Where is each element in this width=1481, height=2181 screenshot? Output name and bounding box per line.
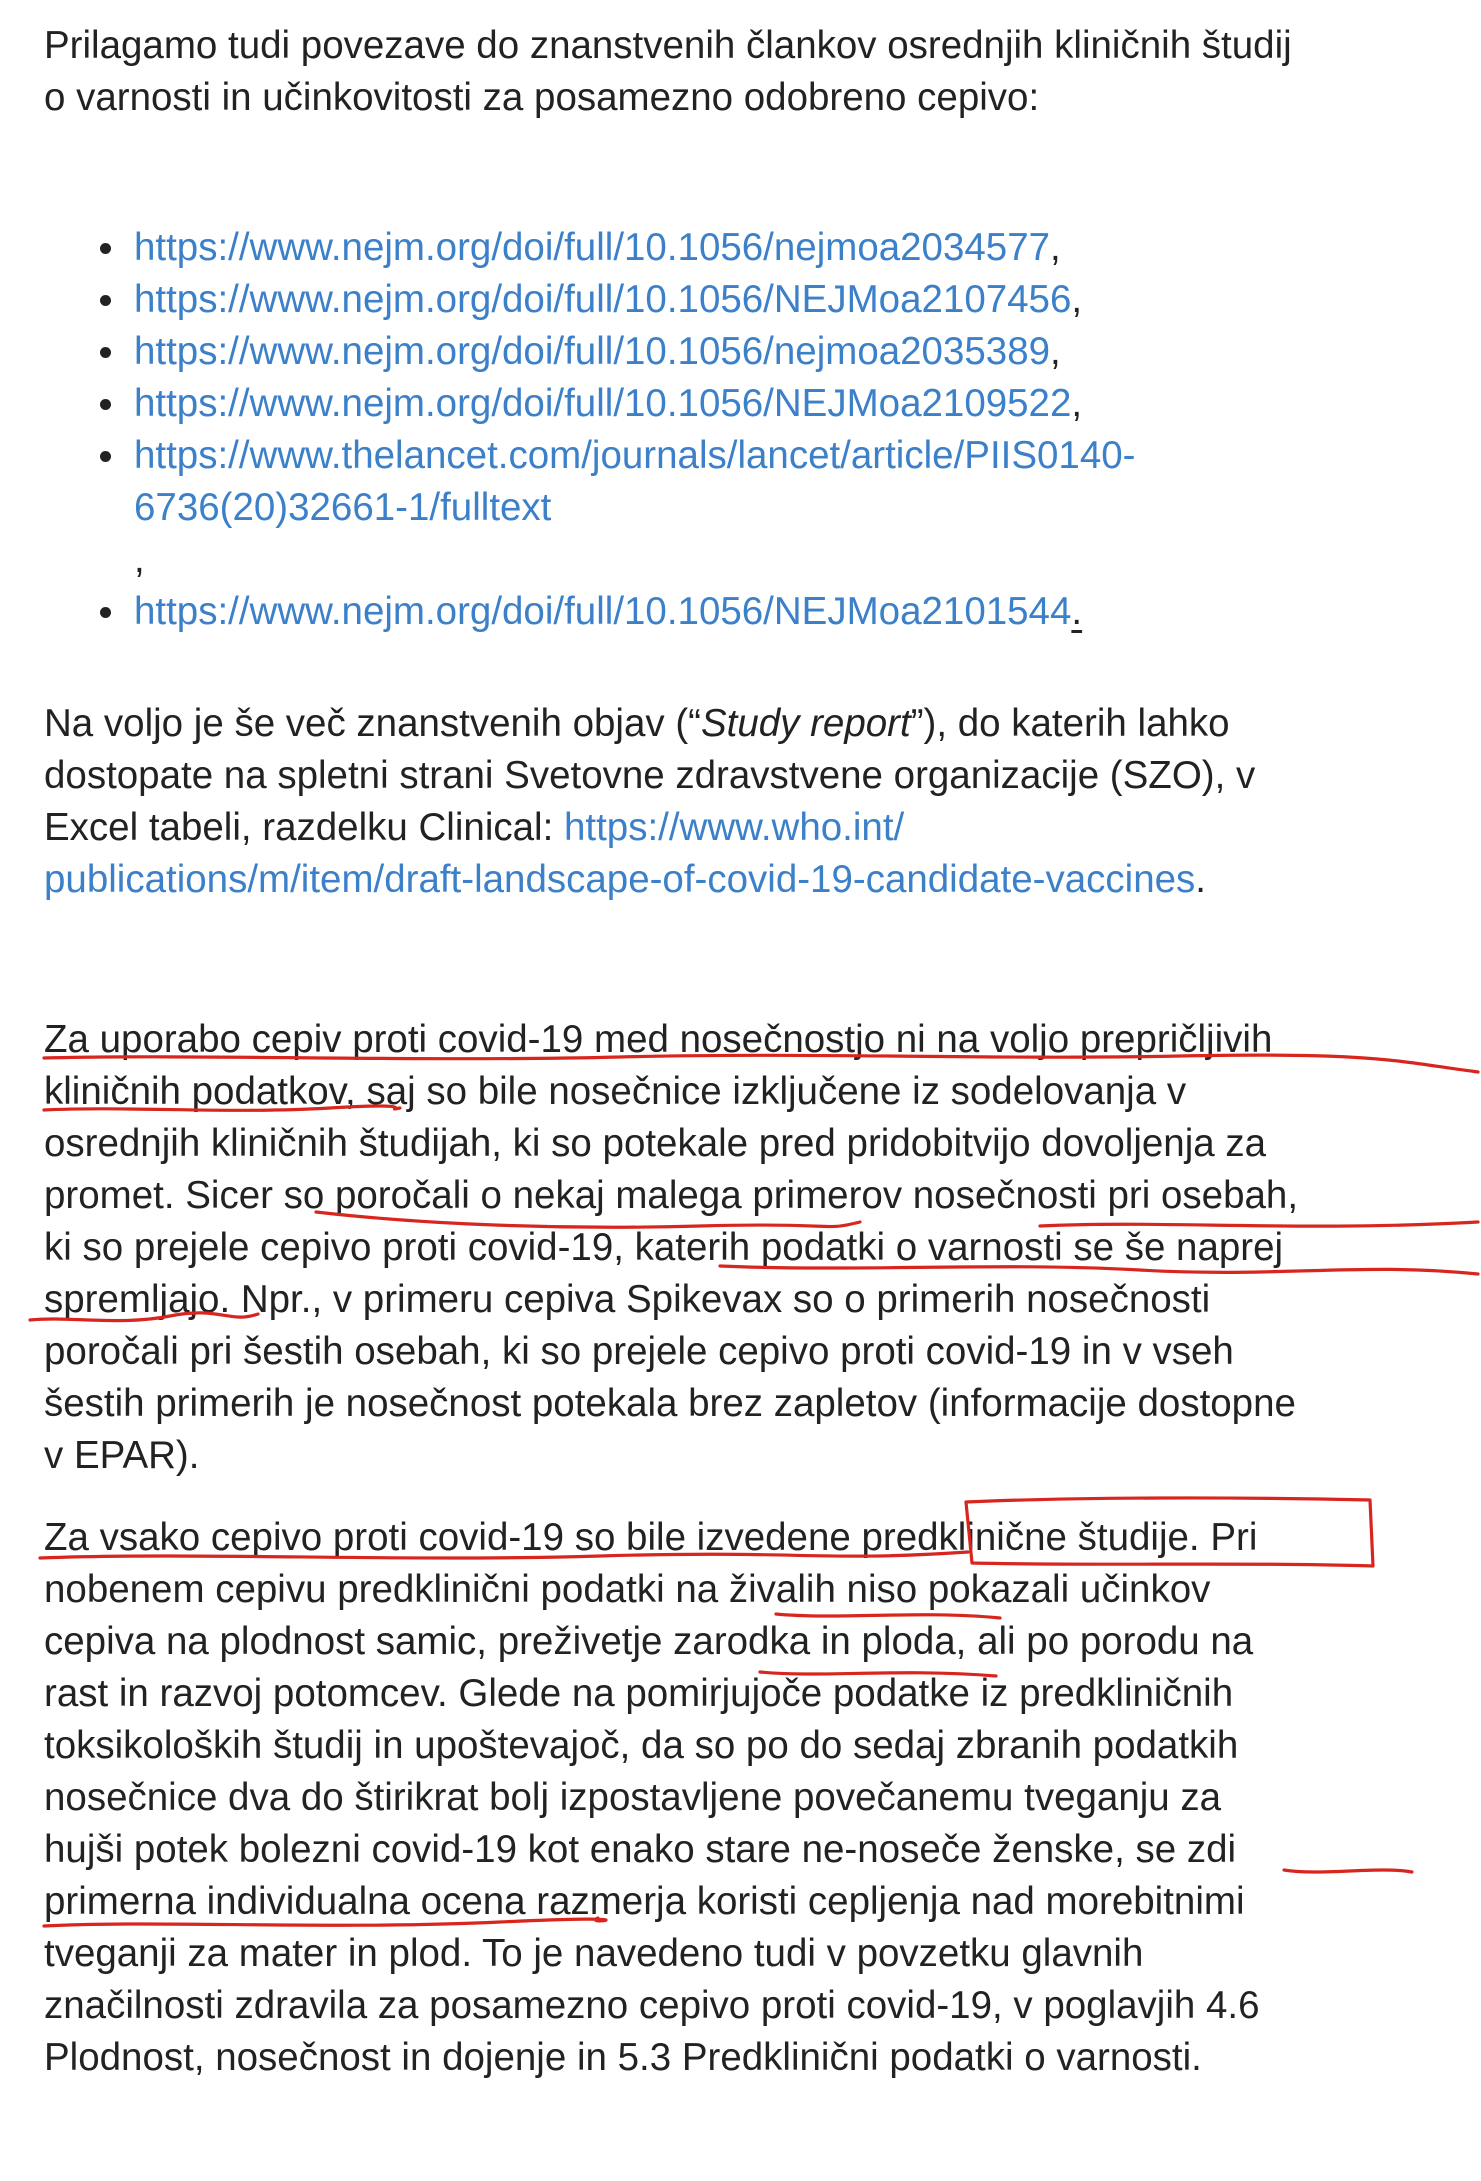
preclinical-line: nobenem cepivu predklinični podatki na živalih niso pokazali učinkov: [44, 1568, 1211, 1611]
intro-line: Prilagamo tudi povezave do znanstvenih člankov osrednjih kliničnih študij: [44, 24, 1292, 67]
list-item: [100, 586, 1136, 638]
intro-line: o varnosti in učinkovitosti za posamezno odobreno cepivo:: [44, 76, 1040, 119]
preclinical-line: toksikoloških študij in upoštevajoč, da so po do sedaj zbranih podatkih: [44, 1724, 1239, 1767]
who-text: ”), do katerih lahko: [910, 702, 1230, 745]
reference-link[interactable]: [134, 434, 1136, 534]
pregnancy-paragraph: [44, 1014, 1481, 1482]
reference-link-part: 6736(20)32661-1/fulltext: [134, 486, 552, 529]
pregnancy-line: ki so prejele cepivo proti covid-19, katerih podatki o varnosti se še naprej: [44, 1226, 1284, 1269]
intro-paragraph: [44, 20, 1481, 124]
preclinical-paragraph: [44, 1512, 1481, 2084]
who-line: dostopate na spletni strani Svetovne zdravstvene organizacije (SZO), v: [44, 754, 1256, 797]
reference-link-part: https://www.thelancet.com/journals/lancet/article/PIIS0140-: [134, 434, 1136, 477]
bullet-icon: [100, 295, 111, 306]
preclinical-line: Za vsako cepivo proti covid-19 so bile izvedene predklinične študije. Pri: [44, 1516, 1258, 1559]
list-item: [100, 430, 1136, 586]
who-line: [44, 698, 1481, 750]
preclinical-line: cepiva na plodnost samic, preživetje zarodka in ploda, ali po porodu na: [44, 1620, 1254, 1663]
pregnancy-line: promet. Sicer so poročali o nekaj malega primerov nosečnosti pri osebah,: [44, 1174, 1299, 1217]
preclinical-line: hujši potek bolezni covid-19 kot enako stare ne-noseče ženske, se zdi: [44, 1828, 1237, 1871]
pregnancy-line: poročali pri šestih osebah, ki so prejele cepivo proti covid-19 in v vseh: [44, 1330, 1234, 1373]
preclinical-line: rast in razvoj potomcev. Glede na pomirjujoče podatke iz predkliničnih: [44, 1672, 1234, 1715]
reference-link[interactable]: https://www.nejm.org/doi/full/10.1056/nejmoa2035389: [134, 330, 1051, 373]
who-paragraph: [44, 698, 1481, 906]
list-item: [100, 326, 1136, 378]
who-line: [44, 802, 1481, 854]
reference-link[interactable]: https://www.nejm.org/doi/full/10.1056/nejmoa2034577: [134, 226, 1051, 269]
list-item: [100, 378, 1136, 430]
list-punctuation: ,: [1050, 330, 1061, 373]
pregnancy-line: v EPAR).: [44, 1434, 200, 1477]
list-punctuation: .: [1071, 590, 1083, 633]
bullet-icon: [100, 607, 111, 618]
reference-link[interactable]: https://www.nejm.org/doi/full/10.1056/NEJMoa2109522: [134, 382, 1072, 425]
preclinical-line: Plodnost, nosečnost in dojenje in 5.3 Predklinični podatki o varnosti.: [44, 2036, 1202, 2079]
list-item: [100, 222, 1136, 274]
study-report-term: Study report: [700, 702, 911, 745]
preclinical-line: tveganji za mater in plod. To je navedeno tudi v povzetku glavnih: [44, 1932, 1144, 1975]
reference-list: [100, 222, 1136, 638]
bullet-icon: [100, 399, 111, 410]
who-text: Na voljo je še več znanstvenih objav (“: [44, 702, 701, 745]
pregnancy-line: spremljajo. Npr., v primeru cepiva Spikevax so o primerih nosečnosti: [44, 1278, 1211, 1321]
bullet-icon: [100, 347, 111, 358]
reference-link[interactable]: https://www.nejm.org/doi/full/10.1056/NEJMoa2107456: [134, 278, 1072, 321]
preclinical-line: primerna individualna ocena razmerja koristi cepljenja nad morebitnimi: [44, 1880, 1245, 1923]
bullet-icon: [100, 243, 111, 254]
list-item: [100, 274, 1136, 326]
preclinical-line: nosečnice dva do štirikrat bolj izpostavljene povečanemu tveganju za: [44, 1776, 1222, 1819]
pregnancy-line: kliničnih podatkov, saj so bile nosečnice izključene iz sodelovanja v: [44, 1070, 1187, 1113]
list-punctuation: ,: [1071, 382, 1083, 425]
who-text: .: [1195, 858, 1206, 901]
pregnancy-line: Za uporabo cepiv proti covid-19 med nosečnostjo ni na voljo prepričljivih: [44, 1018, 1273, 1061]
list-punctuation: ,: [134, 538, 145, 581]
list-punctuation: ,: [1050, 226, 1061, 269]
preclinical-line: značilnosti zdravila za posamezno cepivo proti covid-19, v poglavjih 4.6: [44, 1984, 1260, 2027]
who-text: Excel tabeli, razdelku Clinical:: [44, 806, 564, 849]
pregnancy-line: šestih primerih je nosečnost potekala brez zapletov (informacije dostopne: [44, 1382, 1296, 1425]
list-punctuation: ,: [1071, 278, 1083, 321]
reference-link[interactable]: https://www.nejm.org/doi/full/10.1056/NEJMoa2101544: [134, 590, 1072, 633]
bullet-icon: [100, 451, 111, 462]
who-line: [44, 854, 1481, 906]
pregnancy-line: osrednjih kliničnih študijah, ki so potekale pred pridobitvijo dovoljenja za: [44, 1122, 1267, 1165]
who-link[interactable]: https://www.who.int/: [563, 806, 905, 849]
who-link-continued[interactable]: publications/m/item/draft-landscape-of-covid-19-candidate-vaccines: [44, 858, 1196, 901]
